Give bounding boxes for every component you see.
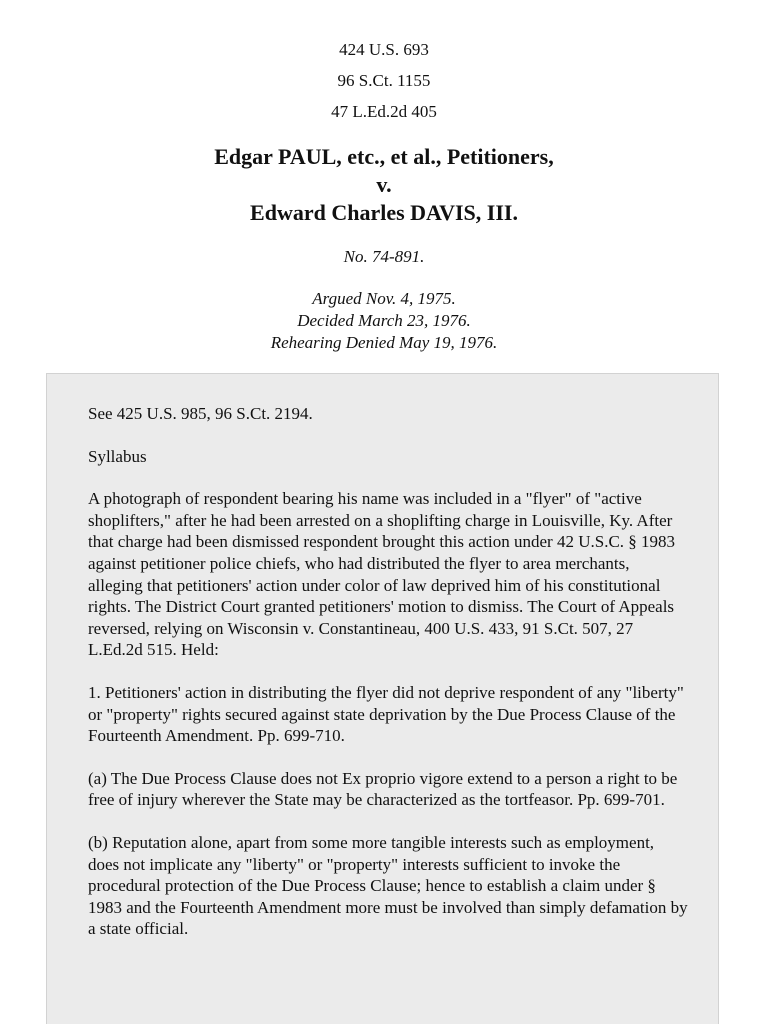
see-also-reference: See 425 U.S. 985, 96 S.Ct. 2194. [88, 404, 313, 423]
case-caption [0, 143, 768, 227]
syllabus-heading: Syllabus [88, 446, 147, 466]
argued-date: Argued Nov. 4, 1975. [312, 289, 456, 308]
syllabus-paragraph-holding-1b: (b) Reputation alone, apart from some more tangible interests such as employment, does not implicate any "liberty" or "property" interests sufficient to invoke the procedural protection of the Due Process Clause; hence to establish a claim under § 1983 and the Fourteenth Amendment more must be involved than simply defamation by a state official. [88, 832, 688, 939]
versus-label: v. [376, 172, 392, 197]
citation-supreme-court-reporter: 96 S.Ct. 1155 [337, 71, 431, 90]
syllabus-paragraph-holding-1a: (a) The Due Process Clause does not Ex proprio vigore extend to a person a right to be free of injury wherever the State may be characterized as the tortfeasor. Pp. 699-701. [88, 768, 678, 810]
syllabus-box [46, 373, 719, 1024]
citation-lawyers-edition: 47 L.Ed.2d 405 [331, 102, 437, 121]
citation-us-reports: 424 U.S. 693 [339, 40, 429, 59]
docket-number: No. 74-891. [343, 247, 425, 266]
syllabus-paragraph-facts: A photograph of respondent bearing his name was included in a "flyer" of "active shoplifters," after he had been arrested on a shoplifting charge in Louisville, Ky. After that charge had been dismissed respondent brought this action under 42 U.S.C. § 1983 against petitioner police chiefs, who had distributed the flyer to area merchants, alleging that petitioners' action under color of law deprived him of his constitutional rights. The District Court granted petitioners' motion to dismiss. The Court of Appeals reversed, relying on Wisconsin v. Constantineau, 400 U.S. 433, 91 S.Ct. 507, 27 L.Ed.2d 515. Held: [88, 489, 676, 660]
syllabus-paragraph-holding-1: 1. Petitioners' action in distributing the flyer did not deprive respondent of any "liberty" or "property" rights secured against state deprivation by the Due Process Clause of the Fourteenth Amendment. Pp. 699-710. [88, 682, 684, 746]
syllabus-content [88, 403, 688, 961]
case-dates [0, 288, 768, 354]
rehearing-date: Rehearing Denied May 19, 1976. [270, 333, 498, 352]
respondent-name: Edward Charles DAVIS, III. [250, 200, 518, 225]
petitioner-name: Edgar PAUL, etc., et al., Petitioners, [214, 144, 554, 169]
decided-date: Decided March 23, 1976. [297, 311, 471, 330]
citation-block [0, 34, 768, 127]
